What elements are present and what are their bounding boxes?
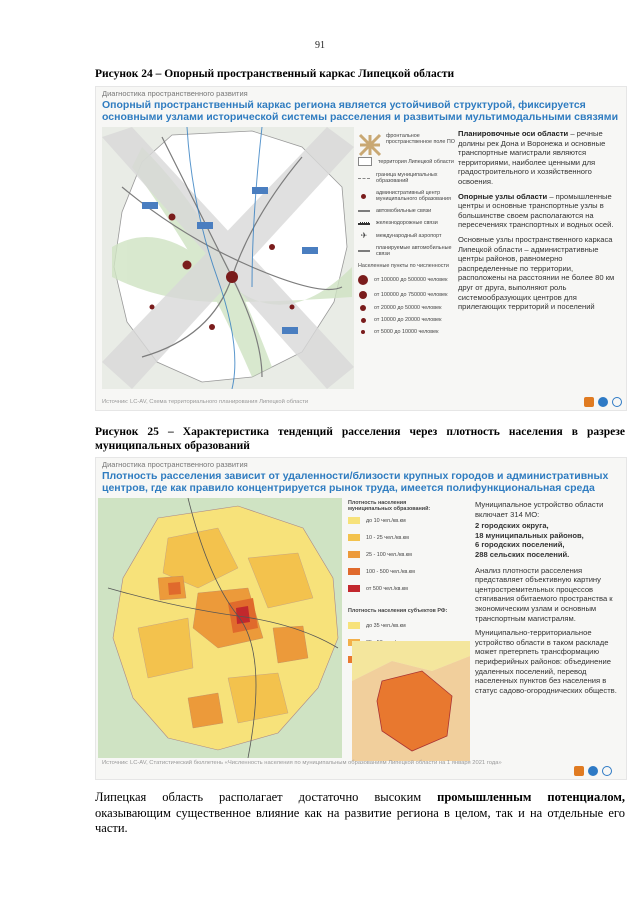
legend-item-territory: территория Липецкой области bbox=[358, 157, 456, 166]
density-swatch bbox=[348, 622, 360, 629]
population-dot bbox=[359, 291, 367, 299]
population-dot bbox=[360, 305, 366, 311]
side-paragraph: Опорные узлы области – промышленные центры и основные транспортные узлы в большинстве своем располагаются на пересечениях транспортных и водных осей. bbox=[458, 191, 614, 230]
figure-25-headline: Плотность расселения зависит от удаленности/близости крупных городов и административных центров, где как правило концентрируется рынок труда, имеется полифункциональная среда bbox=[102, 470, 609, 494]
side-paragraph: Муниципально-территориальное устройство области в таком раскладе может претерпеть трансформацию периферийных районов: объединение удаленных поселений, перевод населенных пунктов без населения в статус садово-огороднических обществ. bbox=[475, 628, 617, 695]
legend-item-boundary: граница муниципальных образований bbox=[358, 172, 456, 184]
density-legend-mun-title: Плотность населения муниципальных образований: bbox=[348, 500, 431, 512]
page-number: 91 bbox=[315, 40, 325, 51]
boundary-swatch bbox=[358, 178, 370, 179]
partner-logos bbox=[584, 397, 622, 407]
density-legend-item: до 10 чел./кв.км bbox=[348, 517, 448, 524]
density-legend-subj-title: Плотность населения субъектов РФ: bbox=[348, 608, 448, 614]
side-paragraph: Планировочные оси области – речные долины рек Дона и Воронежа и основные транспортные магистрали являются территориями, наиболее ценными для градостроительного и хозяйственного освоения. bbox=[458, 129, 606, 186]
figure-25-section-label: Диагностика пространственного развития bbox=[102, 460, 248, 469]
region-emblem-icon bbox=[584, 397, 594, 407]
region-inset-map-graphic bbox=[352, 641, 470, 761]
figure-24-source: Источник: LC-AV, Схема территориального планирования Липецкой области bbox=[102, 399, 309, 405]
population-item: от 20000 до 50000 человек bbox=[358, 305, 456, 311]
figure-25-source: Источник: LC-AV, Статистический бюллетень «Численность населения по муниципальным образованиям Липецкой области на 1 января 2021 года» bbox=[102, 760, 502, 766]
side-paragraph: Основные узлы пространственного каркаса Липецкой области – административные центры районов, равномерно распределенные по территории, расположены на расстоянии не более 80 км друг от друга, выполняют роль системообразующих центров для прилегающих территорий и поселений bbox=[458, 234, 615, 312]
population-item: от 10000 до 20000 человек bbox=[358, 317, 456, 323]
lcav-logo-icon bbox=[602, 766, 612, 776]
population-dot bbox=[358, 275, 368, 285]
population-legend-title: Населенные пункты по численности bbox=[358, 263, 449, 269]
figure-25-title: Рисунок 25 – Характеристика тенденций расселения через плотность населения в разрезе муниципальных образований bbox=[95, 426, 625, 452]
region-inset-map bbox=[352, 641, 470, 761]
body-paragraph: Липецкая область располагает достаточно высоким промышленным потенциалом, оказывающим существенное влияние как на развитие региона в целом, так и на отдельные его части. bbox=[95, 790, 625, 835]
region-emblem-icon bbox=[574, 766, 584, 776]
density-legend-item: до 35 чел./кв.км bbox=[348, 622, 448, 629]
legend-item-rail: железнодорожные связи bbox=[358, 220, 456, 226]
emphasis-text: промышленным потенциалом, bbox=[437, 790, 625, 804]
density-swatch bbox=[348, 534, 360, 541]
figure-24-title: Рисунок 24 – Опорный пространственный каркас Липецкой области bbox=[95, 68, 455, 80]
partner-logo-icon bbox=[598, 397, 608, 407]
legend-item-road: автомобильные связи bbox=[358, 208, 456, 214]
territory-swatch bbox=[358, 157, 372, 166]
rail-swatch bbox=[358, 222, 370, 225]
side-intro: Муниципальное устройство области включает 314 МО: bbox=[475, 500, 604, 519]
density-legend-item: 100 - 500 чел./кв.км bbox=[348, 568, 448, 575]
figure-24-headline: Опорный пространственный каркас региона является устойчивой структурой, фиксируется основными узлами исторической системы расселения и развитыми мультимодальными связями bbox=[102, 99, 619, 123]
density-legend-item: от 500 чел./кв.км bbox=[348, 585, 448, 592]
airport-icon: ✈ bbox=[360, 231, 368, 240]
figure-24-section-label: Диагностика пространственного развития bbox=[102, 89, 248, 98]
legend-item: фронтальное пространственное поле ПО bbox=[386, 133, 455, 145]
population-item: от 100000 до 500000 человек bbox=[358, 275, 456, 285]
population-dot bbox=[361, 318, 366, 323]
lcav-logo-icon bbox=[612, 397, 622, 407]
density-swatch bbox=[348, 517, 360, 524]
planned-road-swatch bbox=[358, 250, 370, 252]
legend-item-admin-center: административный центр муниципального образования bbox=[358, 190, 456, 202]
spatial-framework-map-graphic bbox=[102, 127, 354, 389]
mo-count-item: 288 сельских поселений. bbox=[475, 549, 570, 559]
population-dot bbox=[361, 330, 365, 334]
density-swatch bbox=[348, 551, 360, 558]
density-swatch bbox=[348, 585, 360, 592]
partner-logo-icon bbox=[588, 766, 598, 776]
admin-center-swatch bbox=[361, 194, 366, 199]
mo-count-item: 6 городских поселений, bbox=[475, 540, 565, 550]
population-density-map bbox=[98, 498, 342, 758]
population-density-map-graphic bbox=[98, 498, 342, 758]
legend-item-airport: ✈ международный аэропорт bbox=[358, 232, 456, 239]
legend-item-planned-road: планируемые автомобильные связи bbox=[358, 245, 456, 257]
population-item: от 5000 до 10000 человек bbox=[358, 329, 456, 335]
side-paragraph: Анализ плотности расселения представляет объективную картину центростремительных процессов стягивания обитаемого пространства к экономическим узлам и основным транспортным магистралям. bbox=[475, 565, 613, 623]
partner-logos bbox=[574, 766, 612, 776]
spatial-framework-map bbox=[102, 127, 354, 389]
figure-24-panel bbox=[95, 86, 627, 411]
mo-count-item: 18 муниципальных районов, bbox=[475, 530, 584, 540]
framework-field-icon bbox=[358, 133, 382, 157]
population-item: от 100000 до 750000 человек bbox=[358, 291, 456, 299]
figure-25-panel bbox=[95, 457, 627, 780]
density-swatch bbox=[348, 568, 360, 575]
figure-24-legend bbox=[358, 133, 456, 341]
road-swatch bbox=[358, 210, 370, 212]
mo-count-item: 2 городских округа, bbox=[475, 521, 549, 531]
figure-25-side-text bbox=[475, 500, 623, 700]
density-legend-item: 10 - 25 чел./кв.км bbox=[348, 534, 448, 541]
density-legend-item: 25 - 100 чел./кв.км bbox=[348, 551, 448, 558]
figure-24-side-text bbox=[458, 129, 620, 317]
